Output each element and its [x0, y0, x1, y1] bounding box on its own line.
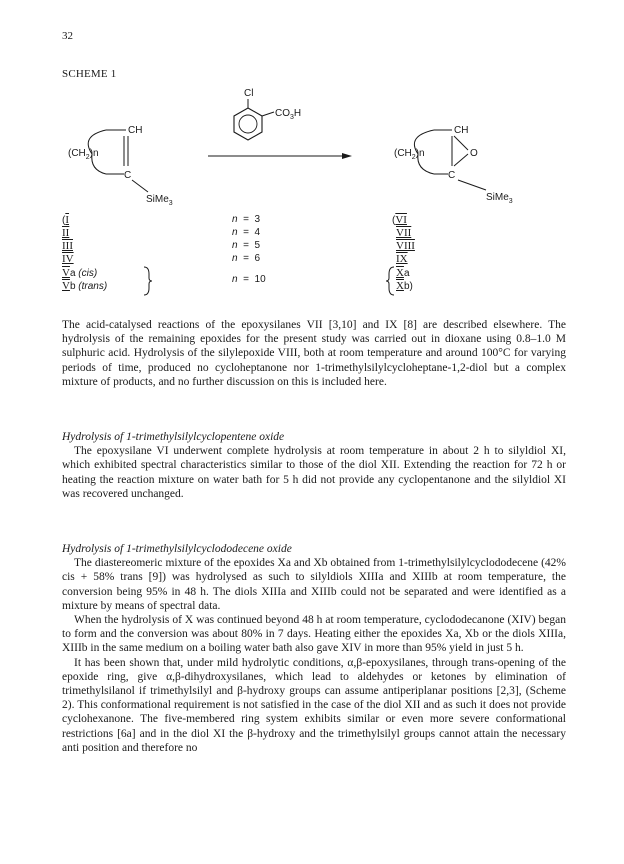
paragraph-cyclododecene-2: When the hydrolysis of X was continued beyond 48 h at room temperature, cyclododecanone (XIV) began to form and the conversion was about 80% in 7 days. Heating either the epoxides Xa, Xb or the diols XIIIa, XIIIb in the same medium on a boiling water bath also gave XIV in more than 95% yield in just 5 h. [62, 614, 566, 655]
compound-left-va: Va (cis) [62, 267, 98, 279]
left-ch2n: $(CH_2)n$ [68, 148, 99, 161]
section-cyclododecene [62, 542, 566, 755]
heading-cyclopentene: Hydrolysis of 1-trimethylsilylcyclopentene oxide [62, 431, 285, 443]
page-number: 32 [62, 30, 73, 42]
right-sime3: SiMe$_3$ [486, 192, 513, 205]
heading-cyclododecene: Hydrolysis of 1-trimethylsilylcyclododecene oxide [62, 543, 292, 555]
compound-left-2: II [62, 227, 70, 239]
scheme-drawing [40, 84, 600, 212]
compound-left-1: (I [62, 214, 70, 226]
right-brace [384, 266, 396, 296]
left-ch: CH [128, 125, 143, 136]
compound-right-1: (VI [392, 214, 407, 226]
left-brace [142, 266, 154, 296]
n-value-2: n = 4 [232, 227, 261, 238]
vinylsilane-structure [68, 125, 173, 207]
reagent-cl: Cl [244, 88, 254, 99]
n-value-5: n = 10 [232, 274, 266, 285]
compound-right-2: VII [396, 227, 412, 239]
compound-table [62, 214, 582, 314]
right-ch: CH [454, 125, 469, 136]
paragraph-mechanism: It has been shown that, under mild hydrolytic conditions, α,β-epoxysilanes, through trans-opening of the epoxide ring, give α,β-dihydroxysilanes, which lead to aldehydes or ketones by elimination of trimethylsilanol if trimethylsilyl and β-hydroxy groups can assume antiperiplanar positions [2,3], (Scheme 2). This conformational requirement is not satisfied in the case of the diol XII and as such it does not provide cyclohexanone. The five-membered ring system exhibits similar or even more severe conformational restrictions [6a] and in the diol XI the β-hydroxy and the trimethylsilyl groups cannot attain the necessary anti position and therefore no [62, 656, 566, 754]
reagent-co3h: $CO_3H$ [275, 108, 302, 121]
compound-right-xb: Xb) [396, 280, 413, 292]
compound-left-3: III [62, 240, 73, 252]
n-value-1: n = 3 [232, 214, 261, 225]
paragraph-cyclopentene: The epoxysilane VI underwent complete hydrolysis at room temperature in about 2 h to silyldiol XI, which exhibited spectral characteristics similar to those of the diol XII. Extending the reaction for 72 h or heating the reaction mixture on water bath for 5 h did not provide any cyclopentanone and the silyldiol XI was recovered unchanged. [62, 445, 566, 500]
compound-left-vb: Vb (trans) [62, 280, 108, 292]
reaction-scheme [40, 84, 600, 212]
epoxysilane-structure [394, 125, 513, 205]
compound-right-3: VIII [396, 240, 415, 252]
compound-left-4: IV [62, 253, 74, 265]
scheme-label: SCHEME 1 [62, 68, 117, 80]
right-o: O [470, 148, 478, 159]
paragraph-intro: The acid-catalysed reactions of the epoxysilanes VII [3,10] and IX [8] are described elsewhere. The hydrolysis of the remaining epoxides for the present study was carried out in dioxane using 0.8–1.0 M sulphuric acid. Hydrolysis of the silylepoxide VIII, both at room temperature and around 100°C for varying periods of time, produced no cycloheptanone nor 1-trimethylsilylcycloheptane-1,2-diol but a complex mixture of products, and no further discussion on this is included here. [62, 319, 566, 388]
right-ch2n: $(CH_2)n$ [394, 148, 425, 161]
n-value-3: n = 5 [232, 240, 261, 251]
right-c: C [448, 170, 456, 181]
reagent-structure [234, 88, 301, 140]
paragraph-cyclododecene-1: The diastereomeric mixture of the epoxides Xa and Xb obtained from 1-trimethylsilylcyclododecene (42% cis + 58% trans [9]) was hydrolysed as such to silyldiols XIIIa and XIIIb at room temperature, the conversion being 95% in 48 h. The diols XIIIa and XIIIb could not be separated and were identified as a mixture by means of spectral data. [62, 557, 566, 612]
section-cyclopentene [62, 430, 566, 501]
left-c: C [124, 170, 132, 181]
compound-right-4: IX [396, 253, 408, 265]
compound-right-xa: Xa [396, 267, 410, 279]
left-sime3: SiMe$_3$ [146, 194, 173, 207]
n-value-4: n = 6 [232, 253, 261, 264]
